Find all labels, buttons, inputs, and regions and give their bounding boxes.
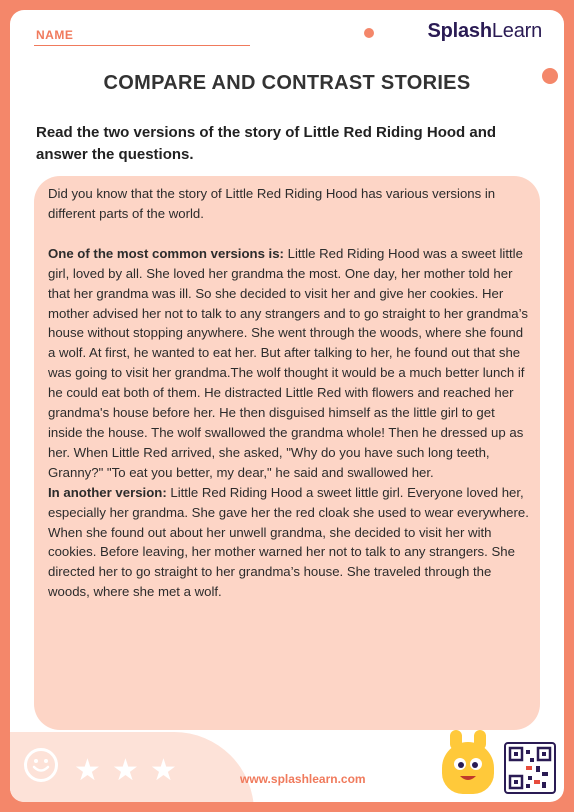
story-version-1 <box>48 244 530 483</box>
story-intro: Did you know that the story of Little Red Riding Hood has various versions in different parts of the world. <box>48 186 496 221</box>
version-1-lead: One of the most common versions is: <box>48 245 284 261</box>
version-1-text: Little Red Riding Hood was a sweet little girl, loved by all. She loved her grandma the most. One day, her mother told her that her grandma was ill. So she decided to visit her and give her cookies. Her mother advised her not to talk to any strangers and to go straight to her grandma’s house without stopping anywhere. She went through the woods, where she found a wolf. At first, he wanted to eat her. But after talking to her, he found out that she was going to visit her grandma.The wolf thought it would be a much better lunch if he could eat both of them. He distracted Little Red with flowers and reached her grandma's house before her. He then disguised himself as the little girl to get inside the house. The wolf swallowed the grandma whole! Then he dressed up as her. When Little Red arrived, she asked, "Why do you have such long teeth, Granny?" "To eat you better, my dear," he said and swallowed her. <box>48 245 528 480</box>
brand-logo <box>427 20 542 43</box>
page-title: COMPARE AND CONTRAST STORIES <box>103 72 471 94</box>
instructions: Read the two versions of the story of Little Red Riding Hood and answer the questions. <box>36 124 497 163</box>
story-box <box>34 176 540 730</box>
version-2-text: Little Red Riding Hood a sweet little girl. Everyone loved her, especially her grandma. She gave her the red cloak she used to wear everywhere. When she found out about her unwell grandma, she decided to visit her with cookies. Before leaving, her mother warned her not to talk to any strangers. She directed her to go straight to her grandma’s house. She traveled through the woods, where she met a wolf. <box>48 484 529 600</box>
story-version-2 <box>48 483 530 602</box>
mascot-icon <box>442 742 494 794</box>
star-icon: ★ <box>74 754 101 787</box>
qr-code-icon <box>504 742 556 794</box>
brand-bold: Splash <box>427 20 492 42</box>
star-icon: ★ <box>150 754 177 787</box>
version-2-lead: In another version: <box>48 484 167 500</box>
name-label: NAME <box>36 28 74 42</box>
brand-light: Learn <box>491 20 542 42</box>
star-icon: ★ <box>112 754 139 787</box>
decorative-dot <box>364 28 374 38</box>
smiley-icon <box>24 748 58 782</box>
name-line[interactable] <box>34 45 250 46</box>
worksheet <box>10 10 564 802</box>
website-link[interactable]: www.splashlearn.com <box>240 772 366 786</box>
